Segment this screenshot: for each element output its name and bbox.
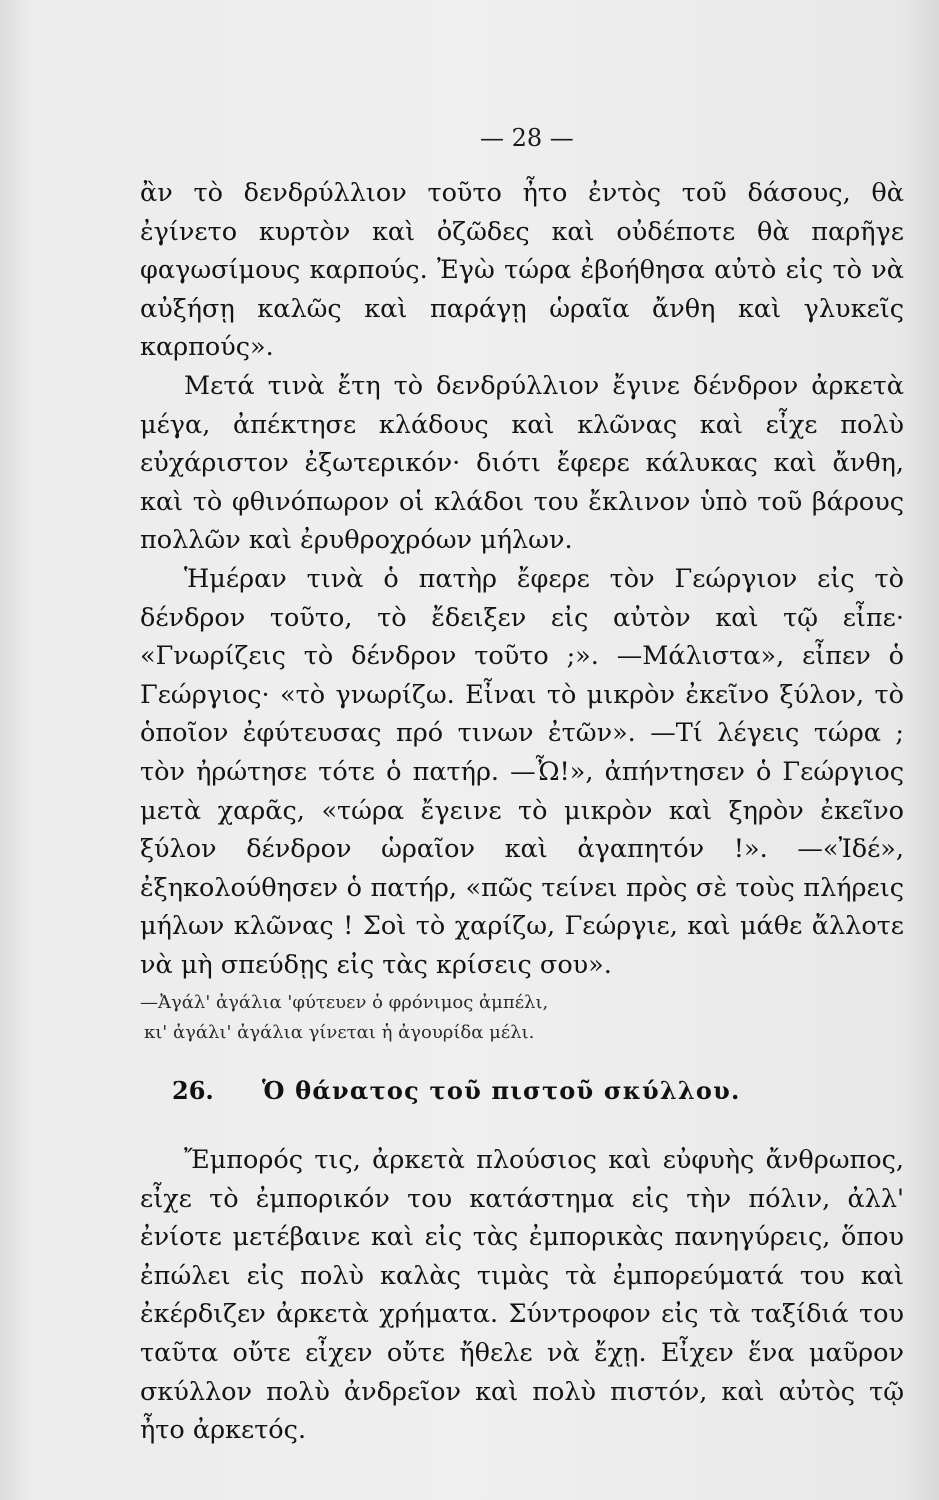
section-heading xyxy=(140,1072,904,1111)
paragraph-tree-growth: Μετά τινὰ ἔτη τὸ δενδρύλλιον ἔγινε δένδρον ἀρκετὰ μέγα, ἀπέκτησε κλάδους καὶ κλῶνας καὶ εἶχε πολὺ εὐχάριστον ἐξωτερικόν· διότι ἔφερε κάλυκας καὶ ἄνθη, καὶ τὸ φθινόπωρον οἱ κλάδοι του ἔκλινον ὑπὸ τοῦ βάρους πολλῶν καὶ ἐρυθροχρόων μήλων. xyxy=(140,370,904,556)
paragraph-merchant: Ἔμπορός τις, ἀρκετὰ πλούσιος καὶ εὐφυὴς ἄνθρωπος, εἶχε τὸ ἐμπορικόν του κατάστημα εἰς τὴν πόλιν, ἀλλ' ἐνίοτε μετέβαινε καὶ εἰς τὰς ἐμπορικὰς πανηγύρεις, ὅπου ἐπώλει εἰς πολὺ καλὰς τιμὰς τὰ ἐμπορεύματά του καὶ ἐκέρδιζεν ἀρκετὰ χρήματα. Σύντροφον εἰς τὰ ταξίδιά του ταῦτα οὔτε εἶχεν οὔτε ἤθελε νὰ ἔχῃ. Εἶχεν ἕνα μαῦρον σκύλλον πολὺ ἀνδρεῖον καὶ πολὺ πιστόν, καὶ αὐτὸς τῷ ἦτο ἀρκετός. xyxy=(140,1145,904,1446)
verse-line-2: κι' ἀγάλι' ἀγάλια γίνεται ἡ ἀγουρίδα μέλι. xyxy=(144,1022,535,1044)
page-text xyxy=(140,174,904,1450)
paragraph-continuation: ἂν τὸ δενδρύλλιον τοῦτο ἦτο ἐντὸς τοῦ δάσους, θὰ ἐγίνετο κυρτὸν καὶ ὀζῶδες καὶ οὐδέποτε θὰ παρῆγε φαγωσίμους καρπούς. Ἐγὼ τώρα ἐβοήθησα αὐτὸ εἰς τὸ νὰ αὐξήσῃ καλῶς καὶ παράγῃ ὡραῖα ἄνθη καὶ γλυκεῖς καρπούς». xyxy=(140,178,904,363)
section-title: Ὁ θάνατος τοῦ πιστοῦ σκύλλου. xyxy=(262,1076,741,1106)
verse-line-1: —Ἀγάλ' ἀγάλια 'φύτευεν ὁ φρόνιμος ἀμπέλι, xyxy=(140,992,549,1014)
proverb-verse xyxy=(140,988,904,1048)
paragraph-father-dialogue: Ἡμέραν τινὰ ὁ πατὴρ ἔφερε τὸν Γεώργιον εἰς τὸ δένδρον τοῦτο, τὸ ἔδειξεν εἰς αὐτὸν καὶ τῷ εἶπε· «Γνωρίζεις τὸ δένδρον τοῦτο ;». —Μάλιστα», εἶπεν ὁ Γεώργιος· «τὸ γνωρίζω. Εἶναι τὸ μικρὸν ἐκεῖνο ξύλον, τὸ ὁποῖον ἐφύτευσας πρό τινων ἐτῶν». —Τί λέγεις τώρα ; τὸν ἠρώτησε τότε ὁ πατήρ. —Ὦ!», ἀπήντησεν ὁ Γεώργιος μετὰ χαρᾶς, «τώρα ἔγεινε τὸ μικρὸν καὶ ξηρὸν ἐκεῖνο ξύλον δένδρον ὡραῖον καὶ ἀγαπητόν !». —«Ἰδέ», ἐξηκολούθησεν ὁ πατήρ, «πῶς τείνει πρὸς σὲ τοὺς πλήρεις μήλων κλῶνας ! Σοὶ τὸ χαρίζω, Γεώργιε, καὶ μάθε ἄλλοτε νὰ μὴ σπεύδῃς εἰς τὰς κρίσεις σου». xyxy=(140,563,904,980)
page-number: — 28 — xyxy=(480,124,574,152)
section-number: 26. xyxy=(172,1076,214,1106)
